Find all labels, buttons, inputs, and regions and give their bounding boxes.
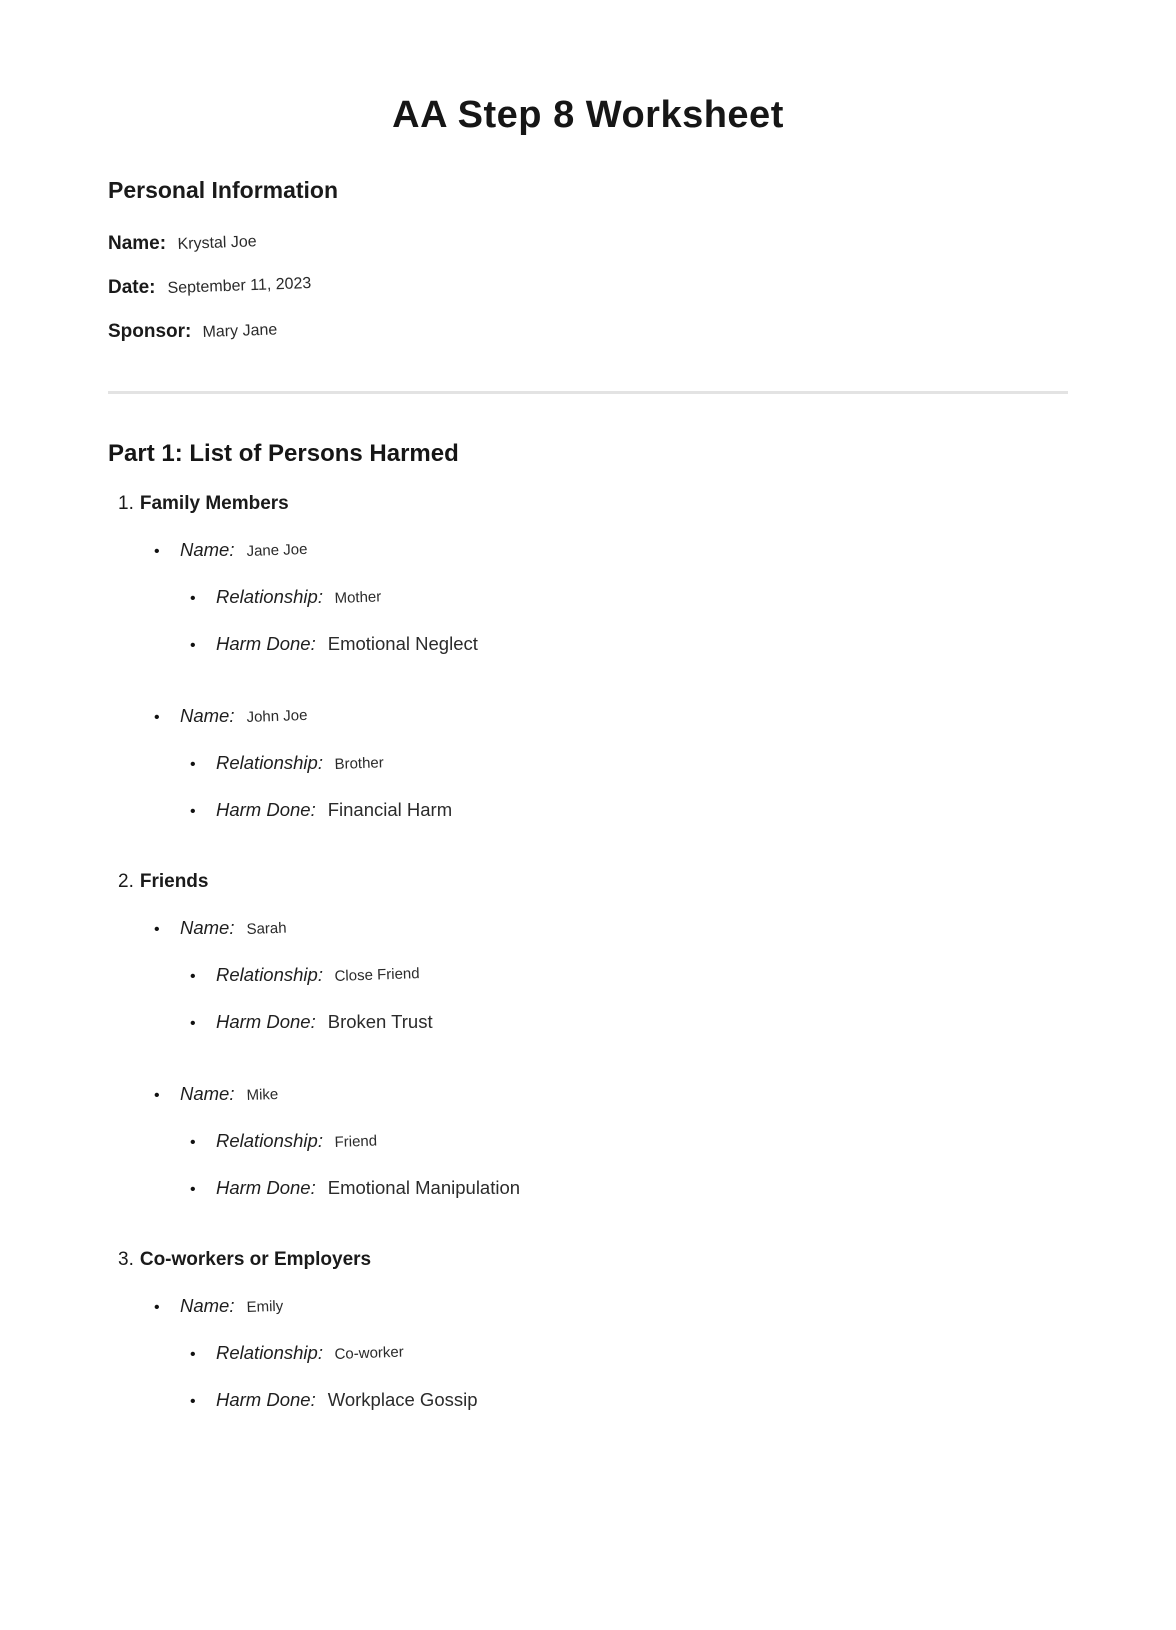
section-title: Family Members [139,492,289,514]
entry-harm-row [108,798,1068,824]
entry-relationship-row [108,963,1068,989]
entry-harm-row [108,1010,1068,1036]
field-value: Mary Jane [202,321,278,341]
relationship-label: Relationship: [216,1341,323,1363]
section-title: Friends [139,870,209,892]
relationship-value: Co-worker [334,1343,404,1363]
entry [108,1294,1068,1414]
name-label: Name: [180,1082,235,1104]
name-value: Mike [245,1085,279,1104]
harm-value: Financial Harm [327,798,453,820]
section-heading [108,1248,1068,1272]
entry-relationship-row [108,1341,1068,1367]
relationship-value: Brother [334,754,384,773]
harm-value: Emotional Neglect [327,632,478,654]
harm-value: Workplace Gossip [327,1388,478,1410]
harm-value: Emotional Manipulation [327,1176,521,1198]
bullet-icon: • [190,755,196,773]
bullet-icon: • [190,967,196,985]
entry [108,916,1068,1036]
entry-name-row [108,704,1068,730]
field-value: Krystal Joe [177,233,258,253]
bullet-icon: • [190,1392,196,1410]
bullet-icon: • [154,542,160,560]
entry-name-row [108,538,1068,564]
entry [108,704,1068,824]
document-title: AA Step 8 Worksheet [392,94,784,136]
harm-value: Broken Trust [327,1010,433,1032]
bullet-icon: • [190,1014,196,1032]
section-heading [108,870,1068,894]
relationship-value: Mother [334,588,382,607]
relationship-label: Relationship: [216,751,323,773]
harm-label: Harm Done: [216,798,316,820]
section-coworkers [108,1248,1068,1414]
section-family-members [108,492,1068,824]
section-friends [108,870,1068,1202]
name-label: Name: [180,1294,235,1316]
entry-harm-row [108,1176,1068,1202]
name-label: Name: [180,538,235,560]
harm-label: Harm Done: [216,1176,316,1198]
name-value: John Joe [245,706,308,726]
relationship-label: Relationship: [216,963,323,985]
entry-relationship-row [108,751,1068,777]
relationship-value: Friend [334,1132,378,1151]
entry-harm-row [108,632,1068,658]
entry-name-row [108,1082,1068,1108]
bullet-icon: • [154,920,160,938]
section-title: Co-workers or Employers [139,1248,372,1270]
harm-label: Harm Done: [216,1388,316,1410]
personal-field-name [108,232,1068,257]
field-label: Date: [108,276,156,298]
field-label: Name: [108,232,167,254]
personal-field-sponsor [108,320,1068,345]
harm-label: Harm Done: [216,1010,316,1032]
bullet-icon: • [190,1345,196,1363]
section-number: 2. [118,870,134,892]
entry-harm-row [108,1388,1068,1414]
name-label: Name: [180,704,235,726]
bullet-icon: • [190,802,196,820]
part1-heading: Part 1: List of Persons Harmed [108,439,459,467]
section-number: 3. [118,1248,134,1270]
section-number: 1. [118,492,134,514]
name-value: Jane Joe [245,540,308,560]
section-divider [108,391,1068,394]
personal-field-date [108,276,1068,301]
entry [108,1082,1068,1202]
personal-information-heading: Personal Information [108,176,339,203]
bullet-icon: • [190,636,196,654]
relationship-label: Relationship: [216,585,323,607]
relationship-value: Close Friend [334,964,420,985]
name-value: Sarah [245,919,287,938]
field-value: September 11, 2023 [166,274,312,297]
bullet-icon: • [154,1298,160,1316]
name-value: Emily [245,1297,284,1316]
bullet-icon: • [154,708,160,726]
bullet-icon: • [154,1086,160,1104]
entry-name-row [108,1294,1068,1320]
field-label: Sponsor: [108,320,192,342]
bullet-icon: • [190,1133,196,1151]
relationship-label: Relationship: [216,1129,323,1151]
entry-relationship-row [108,585,1068,611]
entry-name-row [108,916,1068,942]
bullet-icon: • [190,1180,196,1198]
harm-label: Harm Done: [216,632,316,654]
section-heading [108,492,1068,516]
name-label: Name: [180,916,235,938]
entry-relationship-row [108,1129,1068,1155]
entry [108,538,1068,658]
bullet-icon: • [190,589,196,607]
